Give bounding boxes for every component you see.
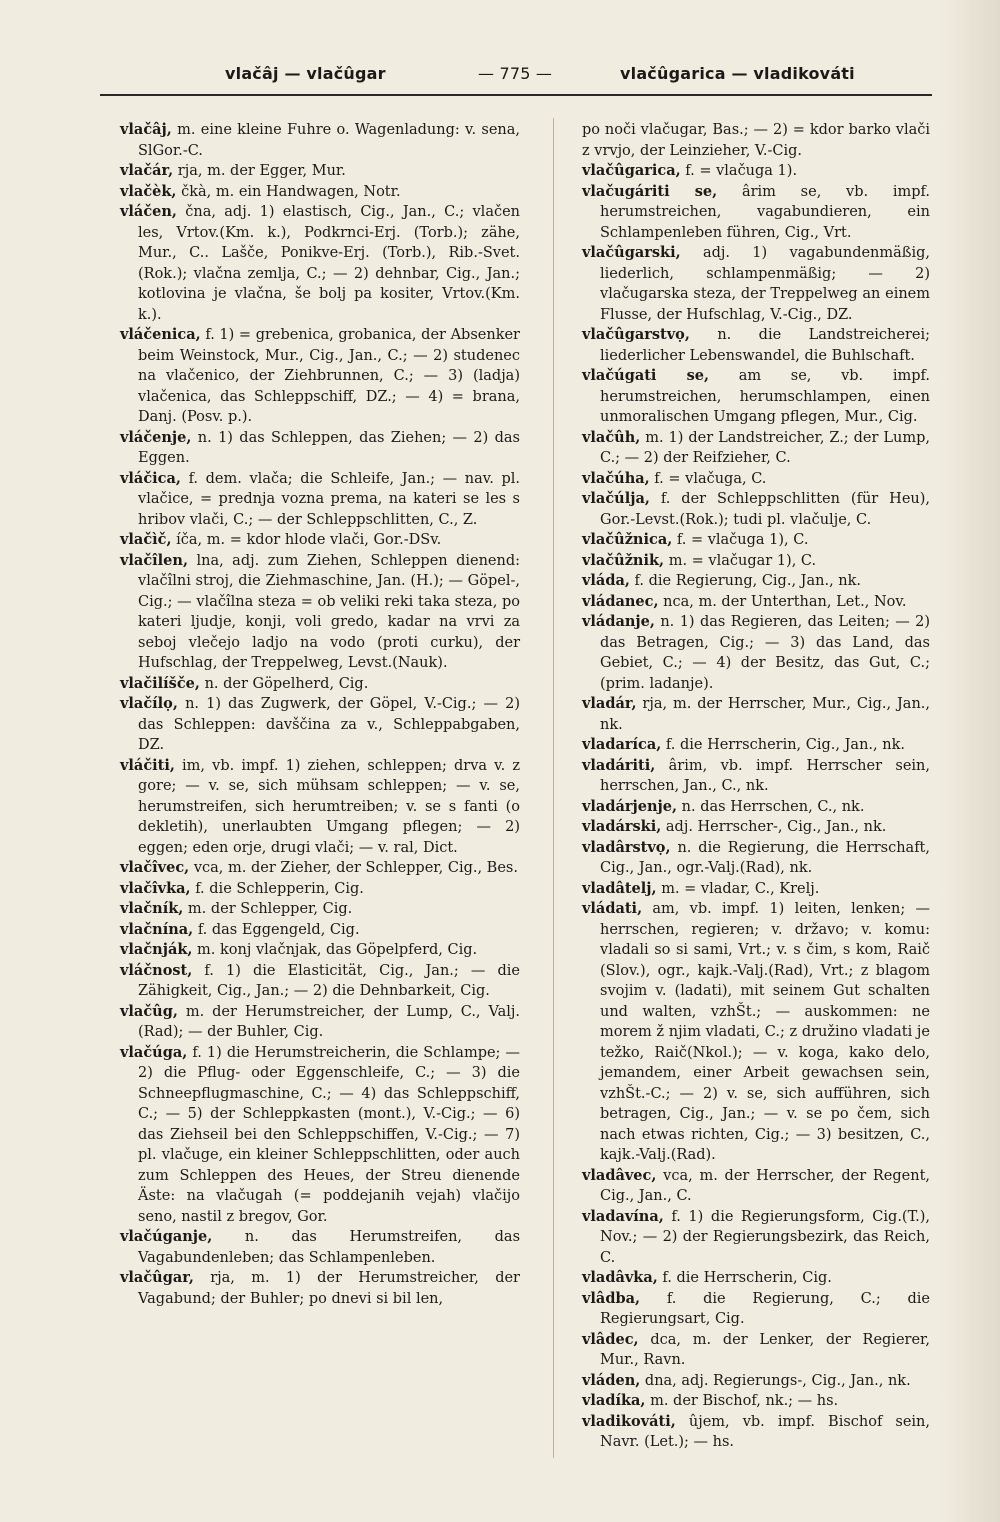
header-left-guide-words: vlačâj — vlačûgar bbox=[225, 64, 386, 83]
dictionary-entry bbox=[582, 243, 930, 325]
entry-definition: f. 1) = grebenica, grobanica, der Absenker beim Weinstock, Mur., Cig., Jan., C.; — 2) studenec na vlačenico, der Ziehbrunnen, C.; — 3) (ladja) vlačenica, das Schleppschiff, DZ.; — 4) = brana, Danj. (Posv. p.). bbox=[138, 327, 520, 425]
entry-headword: vladârstvọ, bbox=[582, 838, 671, 856]
dictionary-entry bbox=[582, 120, 930, 161]
entry-definition: n. 1) das Regieren, das Leiten; — 2) das Betragen, Cig.; — 3) das Land, das Gebiet, C.; — 4) der Besitz, das Gut, C.; (prim. ladanje). bbox=[600, 614, 931, 692]
entry-headword: vláčenica, bbox=[120, 326, 201, 343]
entry-definition: f. die Herrscherin, Cig., Jan., nk. bbox=[665, 737, 905, 753]
entry-definition: vca, m. der Zieher, der Schlepper, Cig., Bes. bbox=[193, 860, 518, 876]
entry-headword: vlačugáriti se, bbox=[582, 182, 718, 200]
page-number: — 775 — bbox=[478, 64, 553, 83]
entry-headword: vlačnják, bbox=[120, 941, 193, 958]
entry-definition: ûjem, vb. impf. Bischof sein, Navr. (Let.); — hs. bbox=[600, 1413, 931, 1450]
entry-headword: vlačìč, bbox=[120, 531, 172, 548]
entry-definition: adj. Herrscher-, Cig., Jan., nk. bbox=[665, 819, 887, 835]
entry-definition: f. 1) die Elasticität, Cig., Jan.; — die Zähigkeit, Cig., Jan.; — 2) die Dehnbarkeit, Cig. bbox=[138, 962, 521, 999]
entry-headword: vladíka, bbox=[582, 1392, 646, 1409]
left-column bbox=[120, 120, 520, 1309]
entry-headword: vlačâj, bbox=[120, 121, 172, 138]
dictionary-entry bbox=[582, 325, 930, 366]
entry-headword: vladikováti, bbox=[582, 1412, 676, 1430]
entry-headword: vláčiti, bbox=[120, 756, 175, 774]
dictionary-entry bbox=[120, 1268, 520, 1309]
entry-definition: lna, adj. zum Ziehen, Schleppen dienend: vlačîlni stroj, die Ziehmaschine, Jan. (H.); — Göpel-, Cig.; — vlačîlna steza = ob veliki reki taka steza, po kateri ljudje, konji, voli gredo, kadar na vrvi za seboj vlečejo ladjo na vodo (proti curku), der Hufschlag, der Treppelweg, Levst.(Nauk). bbox=[138, 552, 521, 671]
entry-definition: f. = vlačuga, C. bbox=[654, 470, 767, 487]
entry-headword: vlâdec, bbox=[582, 1330, 639, 1348]
dictionary-entry bbox=[120, 858, 520, 879]
dictionary-entry bbox=[120, 469, 520, 531]
entry-definition: rja, m. der Egger, Mur. bbox=[177, 163, 346, 179]
entry-definition: nca, m. der Unterthan, Let., Nov. bbox=[663, 593, 907, 610]
dictionary-entry bbox=[582, 879, 930, 900]
dictionary-entry bbox=[582, 551, 930, 572]
dictionary-entry bbox=[120, 120, 520, 161]
dictionary-entry bbox=[582, 428, 930, 469]
entry-definition: n. 1) das Schleppen, das Ziehen; — 2) das Eggen. bbox=[138, 429, 520, 466]
entry-headword: vlačûgarica, bbox=[582, 162, 681, 179]
dictionary-entry bbox=[582, 182, 930, 244]
entry-definition: f. dem. vlača; die Schleife, Jan.; — nav. pl. vlačice, = prednja vozna prema, na kateri se les s hribov vlači, C.; — der Schleppschlitten, C., Z. bbox=[138, 470, 521, 528]
entry-headword: vláčenje, bbox=[120, 428, 192, 446]
dictionary-entry bbox=[120, 1043, 520, 1228]
entry-definition: am, vb. impf. 1) leiten, lenken; — herrschen, regieren; v. državo; v. komu: vladali so si sami, Vrt.; v. s čim, s kom, Raič (Slov.), ogr., kajk.-Valj.(Rad), Vrt.; z blagom svojim v. (ladati), mit seinem Gut schalten und walten, vzhŠt.; — auskommen: ne morem ž njim vladati, C.; z družino vladati je težko, Raič(Nkol.); — v. koga, kako delo, jemandem, einer Arbeit gewachsen sein, vzhŠt.-C.; — 2) v. se, sich aufführen, sich betragen, Cig., Jan.; — v. se po čem, sich nach etwas richten, Cig.; — 3) besitzen, C., kajk.-Valj.(Rad). bbox=[600, 901, 930, 1163]
entry-definition: f. der Schleppschlitten (für Heu), Gor.-Levst.(Rok.); tudi pl. vlačulje, C. bbox=[600, 491, 931, 528]
dictionary-entry bbox=[582, 838, 930, 879]
entry-headword: vlačúga, bbox=[120, 1043, 188, 1061]
entry-headword: vládanec, bbox=[582, 592, 659, 610]
dictionary-entry bbox=[582, 469, 930, 490]
entry-headword: vlačûžnica, bbox=[582, 531, 673, 548]
entry-definition: m. konj vlačnjak, das Göpelpferd, Cig. bbox=[197, 942, 478, 958]
dictionary-entry bbox=[120, 920, 520, 941]
dictionary-entry bbox=[120, 756, 520, 859]
entry-definition: dna, adj. Regierungs-, Cig., Jan., nk. bbox=[644, 1372, 911, 1389]
entry-headword: vlačûžnik, bbox=[582, 551, 665, 569]
entry-definition: m. = vladar, C., Krelj. bbox=[661, 880, 820, 897]
entry-definition: vca, m. der Herrscher, der Regent, Cig., Jan., C. bbox=[600, 1167, 931, 1204]
entry-headword: vladár, bbox=[582, 695, 637, 712]
dictionary-entry bbox=[120, 899, 520, 920]
entry-headword: vláčen, bbox=[120, 203, 177, 220]
entry-headword: vládanje, bbox=[582, 613, 655, 630]
running-header bbox=[100, 58, 930, 98]
entry-headword: vlačèk, bbox=[120, 182, 177, 200]
entry-definition: f. die Regierung, Cig., Jan., nk. bbox=[634, 573, 862, 589]
entry-definition: rja, m. 1) der Herumstreicher, der Vagabund; der Buhler; po dnevi si bil len, bbox=[138, 1270, 520, 1307]
entry-headword: vladárjenje, bbox=[582, 797, 678, 815]
dictionary-entry bbox=[120, 1002, 520, 1043]
entry-headword: vladaríca, bbox=[582, 736, 662, 753]
entry-definition: íča, m. = kdor hlode vlači, Gor.-DSv. bbox=[176, 532, 442, 548]
dictionary-entry bbox=[120, 161, 520, 182]
entry-headword: vlačúgati se, bbox=[582, 367, 709, 384]
entry-headword: vlačílọ, bbox=[120, 695, 178, 712]
dictionary-entry bbox=[120, 674, 520, 695]
dictionary-entry bbox=[582, 1268, 930, 1289]
entry-headword: vlačûh, bbox=[582, 428, 641, 446]
entry-definition: n. 1) das Zugwerk, der Göpel, V.-Cig.; — 2) das Schleppen: davščina za v., Schleppabgaben, DZ. bbox=[138, 696, 521, 753]
dictionary-entry bbox=[120, 879, 520, 900]
entry-definition: n. das Herumstreifen, das Vagabundenleben; das Schlampenleben. bbox=[138, 1229, 521, 1266]
entry-definition: po noči vlačugar, Bas.; — 2) = kdor barko vlači z vrvjo, der Leinzieher, V.-Cig. bbox=[582, 122, 930, 159]
entry-headword: vládati, bbox=[582, 900, 643, 917]
dictionary-entry bbox=[582, 489, 930, 530]
entry-definition: f. das Eggengeld, Cig. bbox=[197, 921, 360, 938]
entry-definition: f. = vlačuga 1), C. bbox=[676, 532, 809, 548]
dictionary-entry bbox=[582, 1289, 930, 1330]
entry-headword: vlačûgarstvọ, bbox=[582, 326, 690, 343]
entry-headword: vladâvec, bbox=[582, 1166, 657, 1184]
dictionary-entry bbox=[120, 940, 520, 961]
page-edge-shadow bbox=[940, 0, 1000, 1522]
entry-headword: vladâvka, bbox=[582, 1269, 658, 1286]
entry-definition: f. 1) die Herumstreicherin, die Schlampe; — 2) die Pflug- oder Eggenschleife, C.; — 3) die Schneepflugmaschine, C.; — 4) das Schleppschiff, C.; — 5) der Schleppkasten (mont.), V.-Cig.; — 6) das Ziehseil bei den Schleppschiffen, V.-Cig.; — 7) pl. vlačuge, ein kleiner Schleppschlitten, oder auch zum Schleppen des Heues, der Streu dienende Äste: na vlačugah (= poddejanih vejah) vlačijo seno, nastil z bregov, Gor. bbox=[138, 1044, 521, 1225]
dictionary-entry bbox=[120, 694, 520, 756]
entry-definition: ârim, vb. impf. Herrscher sein, herrschen, Jan., C., nk. bbox=[600, 757, 930, 794]
dictionary-entry bbox=[582, 1412, 930, 1453]
dictionary-entry bbox=[582, 1166, 930, 1207]
entry-headword: vláda, bbox=[582, 572, 630, 589]
dictionary-entry bbox=[582, 571, 930, 592]
entry-headword: vlačîvec, bbox=[120, 859, 190, 876]
dictionary-entry bbox=[582, 797, 930, 818]
entry-definition: f. die Herrscherin, Cig. bbox=[662, 1270, 832, 1286]
entry-definition: rja, m. der Herrscher, Mur., Cig., Jan., nk. bbox=[600, 696, 931, 733]
header-rule bbox=[100, 94, 932, 96]
dictionary-entry bbox=[582, 1330, 930, 1371]
dictionary-entry bbox=[582, 899, 930, 1166]
column-gutter bbox=[553, 118, 554, 1458]
dictionary-entry bbox=[120, 551, 520, 674]
dictionary-entry bbox=[582, 1207, 930, 1269]
entry-definition: m. eine kleine Fuhre o. Wagenladung: v. sena, SlGor.-C. bbox=[138, 122, 520, 159]
entry-definition: n. die Landstreicherei; liederlicher Lebenswandel, die Buhlschaft. bbox=[600, 327, 930, 364]
entry-headword: vlačúganje, bbox=[120, 1228, 213, 1245]
dictionary-entry bbox=[120, 428, 520, 469]
entry-headword: vláden, bbox=[582, 1371, 641, 1389]
entry-headword: vlačník, bbox=[120, 900, 184, 917]
entry-headword: vladárski, bbox=[582, 818, 662, 835]
entry-definition: am se, vb. impf. herumstreichen, herumschlampen, einen unmoralischen Umgang pflegen, Mur., Cig. bbox=[600, 368, 930, 425]
entry-definition: adj. 1) vagabundenmäßig, liederlich, schlampenmäßig; — 2) vlačugarska steza, der Treppelweg an einem Flusse, der Hufschlag, V.-Cig., DZ. bbox=[600, 245, 931, 323]
dictionary-entry bbox=[582, 1371, 930, 1392]
dictionary-entry bbox=[582, 366, 930, 428]
entry-headword: vlačûgar, bbox=[120, 1269, 194, 1286]
entry-definition: m. der Herumstreicher, der Lump, C., Valj.(Rad); — der Buhler, Cig. bbox=[138, 1003, 521, 1040]
dictionary-entry bbox=[120, 202, 520, 325]
dictionary-entry bbox=[582, 530, 930, 551]
entry-definition: m. 1) der Landstreicher, Z.; der Lump, C.; — 2) der Reifzieher, C. bbox=[600, 429, 930, 466]
entry-headword: vláčnost, bbox=[120, 961, 193, 979]
dictionary-entry bbox=[120, 325, 520, 428]
dictionary-entry bbox=[582, 592, 930, 613]
entry-headword: vlačîvka, bbox=[120, 879, 191, 897]
entry-definition: f. die Schlepperin, Cig. bbox=[195, 880, 364, 897]
dictionary-entry bbox=[582, 694, 930, 735]
entry-definition: f. 1) die Regierungsform, Cig.(T.), Nov.; — 2) der Regierungsbezirk, das Reich, C. bbox=[600, 1208, 930, 1266]
entry-headword: vlačûgarski, bbox=[582, 244, 681, 261]
entry-definition: im, vb. impf. 1) ziehen, schleppen; drva v. z gore; — v. se, sich mühsam schleppen; — v. se, herumstreifen, sich herumtreiben; v. se s fanti (o dekletih), unerlaubten Umgang pflegen; — 2) eggen; eden orje, drugi vlači; — v. ral, Dict. bbox=[138, 757, 521, 856]
right-column bbox=[582, 120, 930, 1453]
entry-headword: vlačúha, bbox=[582, 469, 650, 487]
entry-headword: vlačîlen, bbox=[120, 551, 188, 569]
entry-headword: vlačnína, bbox=[120, 920, 194, 938]
entry-headword: vlačûg, bbox=[120, 1002, 178, 1020]
entry-definition: n. das Herrschen, C., nk. bbox=[681, 798, 865, 815]
entry-headword: vlačúlja, bbox=[582, 490, 650, 507]
entry-headword: vlačilíšče, bbox=[120, 674, 200, 692]
dictionary-entry bbox=[120, 961, 520, 1002]
dictionary-entry bbox=[582, 612, 930, 694]
dictionary-entry bbox=[582, 735, 930, 756]
entry-definition: čkà, m. ein Handwagen, Notr. bbox=[181, 183, 401, 200]
entry-definition: čna, adj. 1) elastisch, Cig., Jan., C.; vlačen les, Vrtov.(Km. k.), Podkrnci-Erj. (Torb.); zähe, Mur., C.. Lašče, Ponikve-Erj. (Torb.), Rib.-Svet.(Rok.); vlačna zemlja, C.; — 2) dehnbar, Cig., Jan.; kotlovina je vlačna, še bolj pa kositer, Vrtov.(Km. k.). bbox=[138, 204, 521, 323]
entry-headword: vláčica, bbox=[120, 469, 181, 487]
entry-definition: dca, m. der Lenker, der Regierer, Mur., Ravn. bbox=[600, 1331, 930, 1368]
entry-definition: f. = vlačuga 1). bbox=[685, 163, 798, 179]
header-right-guide-words: vlačûgarica — vladikováti bbox=[620, 64, 855, 83]
dictionary-entry bbox=[120, 182, 520, 203]
entry-definition: m. der Schlepper, Cig. bbox=[187, 901, 353, 917]
entry-headword: vlačár, bbox=[120, 162, 174, 179]
entry-headword: vladavína, bbox=[582, 1207, 664, 1225]
dictionary-entry bbox=[120, 1227, 520, 1268]
entry-definition: n. die Regierung, die Herrschaft, Cig., Jan., ogr.-Valj.(Rad), nk. bbox=[600, 839, 930, 876]
entry-definition: ârim se, vb. impf. herumstreichen, vagabundieren, ein Schlampenleben führen, Cig., Vrt. bbox=[600, 183, 931, 241]
dictionary-entry bbox=[120, 530, 520, 551]
entry-definition: f. die Regierung, C.; die Regierungsart, Cig. bbox=[600, 1290, 930, 1327]
entry-definition: m. = vlačugar 1), C. bbox=[668, 552, 817, 569]
entry-definition: m. der Bischof, nk.; — hs. bbox=[650, 1393, 839, 1409]
dictionary-entry bbox=[582, 817, 930, 838]
entry-definition: n. der Göpelherd, Cig. bbox=[204, 675, 369, 692]
dictionary-entry bbox=[582, 756, 930, 797]
entry-headword: vlâdba, bbox=[582, 1289, 641, 1307]
dictionary-entry bbox=[582, 161, 930, 182]
dictionary-entry bbox=[582, 1391, 930, 1412]
entry-headword: vladáriti, bbox=[582, 756, 656, 774]
entry-headword: vladâtelj, bbox=[582, 879, 657, 897]
